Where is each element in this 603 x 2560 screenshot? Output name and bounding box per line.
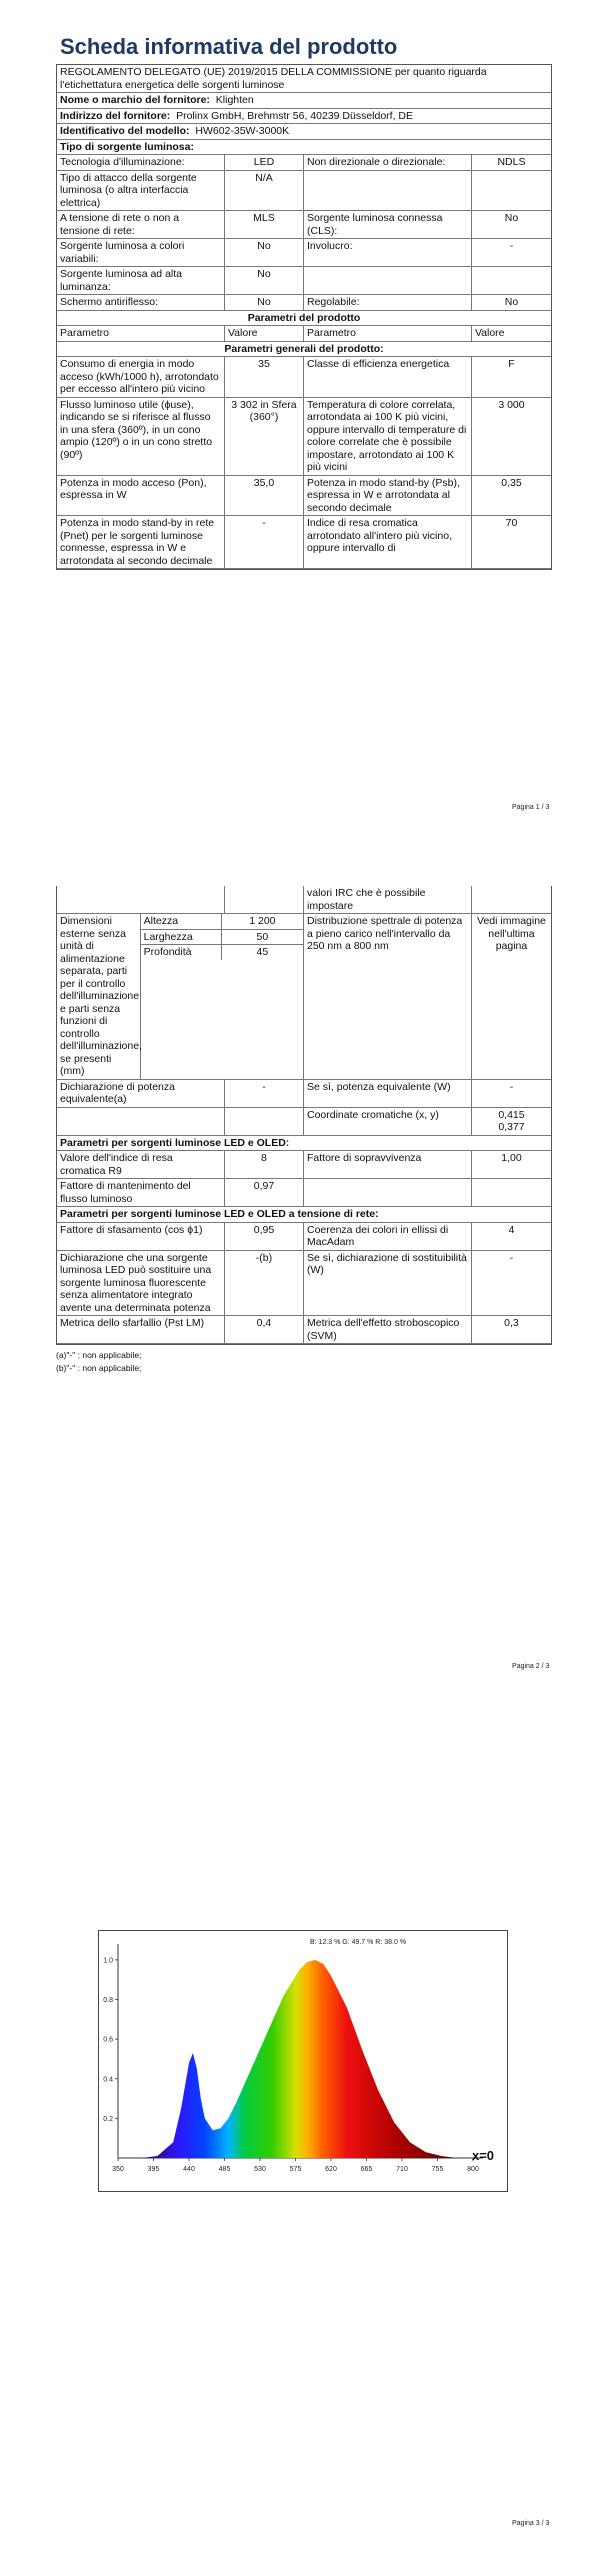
params-title: Parametri del prodotto: [247, 311, 361, 324]
type-rows-cell-a: Tipo di attacco della sorgente luminosa (o altra interfaccia elettrica): [57, 171, 225, 211]
mains-rows-cell-d: 4: [508, 1223, 515, 1236]
mains-title: Parametri per sorgenti luminose LED e OLED a tensione di rete:: [60, 1208, 379, 1220]
x-tick-label: 440: [183, 2166, 195, 2173]
type-rows-cell-b: MLS: [225, 211, 304, 238]
general-rows-row: [57, 357, 551, 398]
mains-rows-cell-c: Coerenza dei colori in ellissi di MacAdam: [304, 1223, 472, 1250]
general-rows: [57, 357, 551, 569]
type-rows-row: [57, 295, 551, 311]
p2-rows-cell-d: -: [509, 1080, 514, 1093]
type-rows-cell-c: Non direzionale o direzionale:: [304, 155, 472, 170]
address-row: [57, 109, 551, 124]
regulation-text: REGOLAMENTO DELEGATO (UE) 2019/2015 DELLA COMMISSIONE per quanto riguarda l'etichettatura energetica delle sorgenti luminose: [60, 66, 487, 91]
type-rows-cell-a: Sorgente luminosa a colori variabili:: [57, 239, 225, 266]
mains-rows-cell-a: Dichiarazione che una sorgente luminosa LED può sostituire una sorgente luminosa fluorescente senza alimentatore integrato avente una determinata potenza: [57, 1251, 225, 1316]
x-tick-label: 665: [360, 2166, 373, 2173]
type-rows-cell-a: Tecnologia d'illuminazione:: [57, 155, 225, 170]
type-rows-row: [57, 155, 551, 171]
spectrum-area: [142, 1960, 458, 2158]
supplier-row: [57, 93, 551, 108]
general-rows-cell-a: Potenza in modo stand-by in rete (Pnet) per le sorgenti luminose connesse, espressa in W e arrotondata al secondo decimale: [57, 516, 225, 568]
general-rows-cell-a: Flusso luminoso utile (ϕuse), indicando se si riferisce al flusso in una sfera (360º), in un cono ampio (120º) o in un cono stretto (90º): [57, 398, 225, 475]
led-rows-cell-c: Fattore di sopravvivenza: [304, 1151, 472, 1178]
x-tick-label: 575: [289, 2166, 302, 2173]
chart-title: B: 12.3 % G: 49.7 % R: 38.0 %: [309, 1939, 407, 1946]
dimension-row: [141, 945, 303, 960]
type-rows-cell-a: Sorgente luminosa ad alta luminanza:: [57, 267, 225, 294]
dimension-name: Altezza: [141, 914, 222, 929]
footnote: (a)"-" : non applicabile;: [56, 1350, 142, 1360]
led-rows-cell-d: 1,00: [501, 1152, 522, 1164]
mains-rows: [57, 1223, 551, 1345]
model-value: HW602-35W-3000K: [195, 125, 290, 137]
supplier-value: Klighten: [215, 94, 254, 106]
type-rows-cell-c: [304, 267, 472, 294]
corner-label: x=0: [471, 2148, 495, 2163]
general-rows-cell-c: Indice di resa cromatica arrotondato all'intero più vicino, oppure intervallo di: [304, 516, 472, 568]
type-rows-cell-a: Schermo antiriflesso:: [57, 295, 225, 310]
x-tick-label: 620: [325, 2166, 337, 2173]
type-rows-cell-c: Sorgente luminosa connessa (CLS):: [304, 211, 472, 238]
type-rows-cell-b: LED: [225, 155, 304, 170]
type-rows-cell-c: Regolabile:: [304, 295, 472, 310]
page-3-footer: Pagina 3 / 3: [512, 2520, 550, 2527]
general-rows-cell-a: Potenza in modo acceso (Pon), espressa in W: [57, 476, 225, 516]
product-table-continued: [56, 886, 552, 1345]
y-tick-label: 0.6: [103, 2036, 113, 2044]
type-rows-row: [57, 239, 551, 267]
p2-rows-cell-c: Se sì, potenza equivalente (W): [304, 1080, 472, 1107]
type-rows-cell-b: No: [225, 267, 304, 294]
p2-rows: [57, 1080, 551, 1136]
dimension-value: 45: [256, 946, 269, 958]
type-rows-cell-c: [304, 171, 472, 211]
page-2-footer: Pagina 2 / 3: [512, 1663, 550, 1670]
mains-rows-row: [57, 1316, 551, 1344]
type-rows-cell-d: -: [509, 240, 514, 252]
general-rows-row: [57, 476, 551, 517]
led-rows-row: [57, 1151, 551, 1179]
type-rows-cell-d: [472, 171, 551, 211]
spectral-distribution-label: Distribuzione spettrale di potenza a pieno carico nell'intervallo da 250 nm a 800 nm: [304, 914, 472, 1079]
source-type-label: Tipo di sorgente luminosa:: [60, 140, 194, 153]
mains-rows-row: [57, 1223, 551, 1251]
mains-rows-row: [57, 1251, 551, 1317]
mains-rows-cell-b: 0,95: [225, 1223, 304, 1250]
led-rows-cell-b: 8: [225, 1151, 304, 1178]
mains-rows-cell-d: 0,3: [504, 1317, 519, 1329]
spectral-distribution-value: Vedi immagine nell'ultima pagina: [477, 915, 546, 952]
y-tick-label: 1.0: [103, 1957, 113, 1965]
header-param-1: Parametro: [57, 326, 225, 341]
address-label: Indirizzo del fornitore:: [60, 109, 171, 122]
p2-rows-cell-c: Coordinate cromatiche (x, y): [304, 1108, 472, 1135]
product-table: [56, 64, 552, 570]
mains-rows-cell-c: Se sì, dichiarazione di sostituibilità (W): [304, 1251, 472, 1316]
p2-rows-cell-a: Dichiarazione di potenza equivalente(a): [57, 1080, 225, 1107]
general-title: Parametri generali del prodotto:: [224, 342, 384, 355]
dimensions-label: Dimensioni esterne senza unità di alimentazione separata, parti per il controllo dell'illuminazione e parti senza funzioni di controllo dell'illuminazione, se presenti (mm): [57, 914, 141, 1079]
header-value-2: Valore: [474, 327, 505, 339]
p2-rows-cell-b: -: [225, 1080, 304, 1107]
p2-rows-cell-a: [57, 1108, 225, 1135]
dimensions-rows: [141, 914, 303, 1079]
type-rows-cell-b: No: [225, 239, 304, 266]
x-tick-label: 800: [467, 2166, 479, 2173]
x-tick-label: 530: [254, 2166, 266, 2173]
type-rows-cell-b: No: [225, 295, 304, 310]
spectrum-svg: [98, 1930, 508, 2192]
type-rows-cell-d: [472, 267, 551, 294]
type-rows-row: [57, 211, 551, 239]
p2-rows-row: [57, 1108, 551, 1136]
page-2: [56, 886, 552, 1375]
dimension-row: [141, 930, 303, 946]
led-rows-cell-c: [304, 1179, 472, 1206]
mains-rows-cell-a: Fattore di sfasamento (cos ϕ1): [57, 1223, 225, 1250]
footnote: (b)"-" : non applicabile;: [56, 1363, 142, 1373]
spectrum-chart: [98, 1930, 508, 2192]
dimensions-cell: [57, 914, 304, 1079]
x-tick-label: 485: [218, 2166, 231, 2173]
led-rows: [57, 1151, 551, 1207]
y-tick-label: 0.4: [103, 2076, 113, 2084]
dimension-value: 1 200: [249, 915, 276, 927]
general-rows-row: [57, 516, 551, 569]
mains-rows-cell-b: 0,4: [225, 1316, 304, 1343]
x-tick-label: 710: [396, 2166, 408, 2173]
x-tick-label: 755: [431, 2166, 444, 2173]
led-rows-cell-a: Valore dell'indice di resa cromatica R9: [57, 1151, 225, 1178]
header-param-2: Parametro: [304, 326, 472, 341]
general-rows-cell-c: Potenza in modo stand-by (Psb), espressa in W e arrotondata al secondo decimale: [304, 476, 472, 516]
page-1: [56, 34, 552, 570]
mains-rows-cell-d: -: [509, 1251, 514, 1264]
led-rows-cell-d: [472, 1179, 551, 1206]
type-rows: [57, 155, 551, 311]
model-row: [57, 124, 551, 139]
dimension-value: 50: [256, 930, 269, 943]
led-rows-cell-b: 0,97: [225, 1179, 304, 1206]
general-rows-row: [57, 398, 551, 476]
general-rows-cell-d: 3 000: [498, 398, 525, 411]
led-title: Parametri per sorgenti luminose LED e OLED:: [60, 1136, 290, 1149]
model-label: Identificativo del modello:: [60, 125, 190, 137]
general-rows-cell-d: F: [508, 358, 515, 370]
general-rows-cell-d: 0,35: [501, 476, 522, 489]
general-rows-cell-d: 70: [505, 517, 518, 529]
dimension-name: Larghezza: [141, 930, 222, 945]
y-tick-label: 0.8: [103, 1997, 113, 2005]
x-tick-label: 395: [147, 2166, 160, 2173]
general-rows-cell-a: Consumo di energia in modo acceso (kWh/1000 h), arrotondato per eccesso all'intero più vicino: [57, 357, 225, 397]
p2-rows-cell-b: [225, 1108, 304, 1135]
type-rows-cell-c: Involucro:: [304, 239, 472, 266]
type-rows-cell-b: N/A: [225, 171, 304, 211]
page-1-footer: Pagina 1 / 3: [512, 804, 550, 811]
cri-continued: valori IRC che è possibile impostare: [304, 886, 472, 913]
general-rows-cell-b: 3 302 in Sfera (360°): [225, 398, 304, 475]
type-rows-row: [57, 267, 551, 295]
supplier-label: Nome o marchio del fornitore:: [60, 94, 210, 106]
type-rows-cell-d: No: [504, 296, 519, 308]
mains-rows-cell-b: -(b): [225, 1251, 304, 1316]
general-rows-cell-c: Classe di efficienza energetica: [304, 357, 472, 397]
x-tick-label: 350: [112, 2166, 124, 2173]
general-rows-cell-b: 35: [225, 357, 304, 397]
p2-rows-row: [57, 1080, 551, 1108]
dimension-row: [141, 914, 303, 930]
general-rows-cell-c: Temperatura di colore correlata, arrotondata ai 100 K più vicini, oppure intervallo di temperature di colore correlate che è possibile impostare, arrotondato ai 100 K più vicini: [304, 398, 472, 475]
footnotes: [56, 1349, 552, 1375]
address-value: Prolinx GmbH, Brehmstr 56, 40239 Düsseldorf, DE: [176, 109, 414, 122]
type-rows-cell-d: No: [504, 212, 519, 224]
p2-rows-cell-d: 0,415 0,377: [498, 1108, 525, 1133]
general-rows-cell-b: 35,0: [225, 476, 304, 516]
page-title: Scheda informativa del prodotto: [60, 34, 398, 59]
header-value-1: Valore: [225, 326, 304, 341]
mains-rows-cell-a: Metrica dello sfarfallio (Pst LM): [57, 1316, 225, 1343]
dimension-name: Profondità: [141, 945, 222, 960]
mains-rows-cell-c: Metrica dell'effetto stroboscopico (SVM): [304, 1316, 472, 1343]
y-tick-label: 0.2: [103, 2115, 113, 2123]
general-rows-cell-b: -: [225, 516, 304, 568]
led-rows-cell-a: Fattore di mantenimento del flusso luminoso: [57, 1179, 225, 1206]
type-rows-cell-a: A tensione di rete o non a tensione di rete:: [57, 211, 225, 238]
type-rows-cell-d: NDLS: [497, 156, 526, 168]
type-rows-row: [57, 171, 551, 212]
led-rows-row: [57, 1179, 551, 1207]
